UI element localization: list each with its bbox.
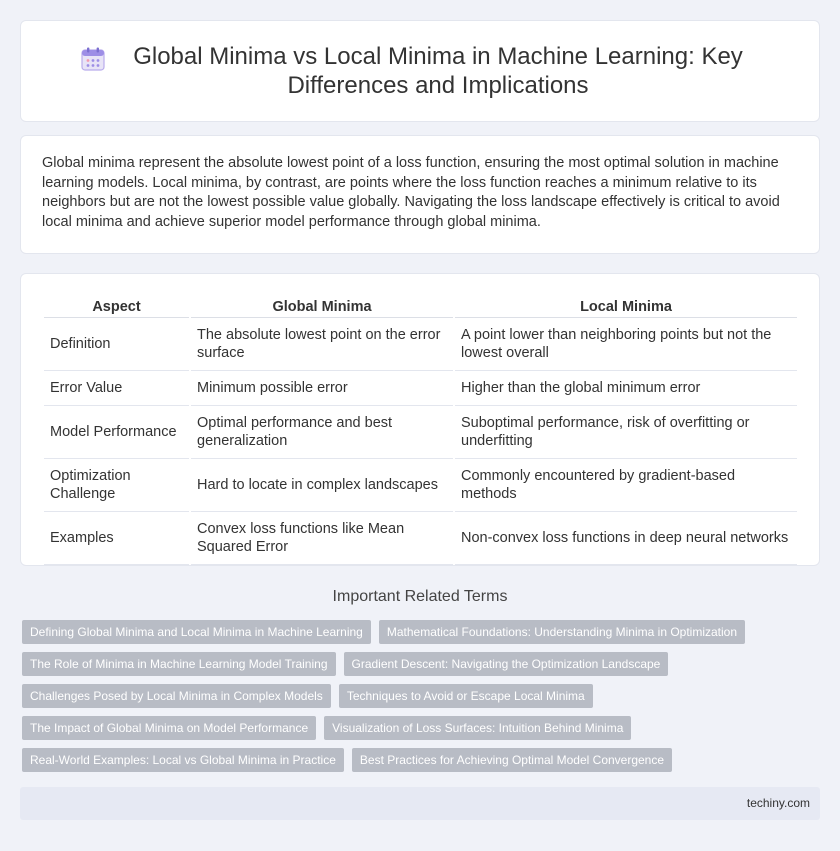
calendar-icon bbox=[80, 46, 106, 72]
table-cell-aspect: Optimization Challenge bbox=[44, 459, 189, 512]
related-term-tag[interactable]: Challenges Posed by Local Minima in Complex Models bbox=[22, 684, 331, 708]
table-row bbox=[44, 459, 797, 512]
comparison-table bbox=[42, 292, 799, 565]
related-term-tag[interactable]: Mathematical Foundations: Understanding Minima in Optimization bbox=[379, 620, 745, 644]
related-term-tag[interactable]: The Role of Minima in Machine Learning Model Training bbox=[22, 652, 336, 676]
column-header-aspect: Aspect bbox=[44, 292, 189, 318]
column-header-local-minima: Local Minima bbox=[455, 292, 797, 318]
table-cell-global: Minimum possible error bbox=[191, 371, 453, 406]
related-term-tag[interactable]: Techniques to Avoid or Escape Local Minima bbox=[339, 684, 593, 708]
comparison-card bbox=[20, 273, 820, 566]
tag-row bbox=[22, 620, 822, 644]
table-cell-global: The absolute lowest point on the error surface bbox=[191, 318, 453, 371]
table-cell-global: Hard to locate in complex landscapes bbox=[191, 459, 453, 512]
intro-card bbox=[20, 135, 820, 254]
title-card bbox=[20, 20, 820, 122]
table-cell-aspect: Error Value bbox=[44, 371, 189, 406]
table-row bbox=[44, 512, 797, 565]
table-cell-local: Suboptimal performance, risk of overfitting or underfitting bbox=[455, 406, 797, 459]
related-terms-heading: Important Related Terms bbox=[332, 588, 508, 605]
tag-row bbox=[22, 748, 822, 772]
tag-row bbox=[22, 652, 822, 676]
table-row bbox=[44, 406, 797, 459]
related-term-tag[interactable]: The Impact of Global Minima on Model Performance bbox=[22, 716, 316, 740]
related-term-tag[interactable]: Gradient Descent: Navigating the Optimization Landscape bbox=[344, 652, 669, 676]
related-term-tag[interactable]: Best Practices for Achieving Optimal Model Convergence bbox=[352, 748, 672, 772]
table-cell-aspect: Definition bbox=[44, 318, 189, 371]
table-header-row bbox=[44, 292, 797, 318]
title-wrap bbox=[80, 42, 760, 100]
table-cell-global: Convex loss functions like Mean Squared Error bbox=[191, 512, 453, 565]
related-term-tag[interactable]: Visualization of Loss Surfaces: Intuition Behind Minima bbox=[324, 716, 631, 740]
table-cell-local: Commonly encountered by gradient-based methods bbox=[455, 459, 797, 512]
table-cell-local: Non-convex loss functions in deep neural networks bbox=[455, 512, 797, 565]
tag-row bbox=[22, 716, 822, 740]
footer-site-link[interactable]: techiny.com bbox=[746, 796, 810, 810]
related-term-tag[interactable]: Real-World Examples: Local vs Global Minima in Practice bbox=[22, 748, 344, 772]
table-cell-local: A point lower than neighboring points but not the lowest overall bbox=[455, 318, 797, 371]
related-term-tag[interactable]: Defining Global Minima and Local Minima in Machine Learning bbox=[22, 620, 371, 644]
tag-row bbox=[22, 684, 822, 708]
related-terms-list bbox=[22, 620, 822, 780]
page-title: Global Minima vs Local Minima in Machine Learning: Key Differences and Implications bbox=[133, 43, 743, 99]
footer bbox=[20, 787, 820, 820]
table-cell-aspect: Examples bbox=[44, 512, 189, 565]
table-row bbox=[44, 371, 797, 406]
column-header-global-minima: Global Minima bbox=[191, 292, 453, 318]
table-cell-global: Optimal performance and best generalization bbox=[191, 406, 453, 459]
table-row bbox=[44, 318, 797, 371]
intro-paragraph: Global minima represent the absolute lowest point of a loss function, ensuring the most optimal solution in machine learning models. Local minima, by contrast, are points where the loss function reaches a minimum relative to its neighbors but are not the lowest possible value globally. Navigating the loss landscape effectively is critical to avoid local minima and achieve superior model performance through global minima. bbox=[42, 155, 780, 230]
table-cell-local: Higher than the global minimum error bbox=[455, 371, 797, 406]
table-cell-aspect: Model Performance bbox=[44, 406, 189, 459]
